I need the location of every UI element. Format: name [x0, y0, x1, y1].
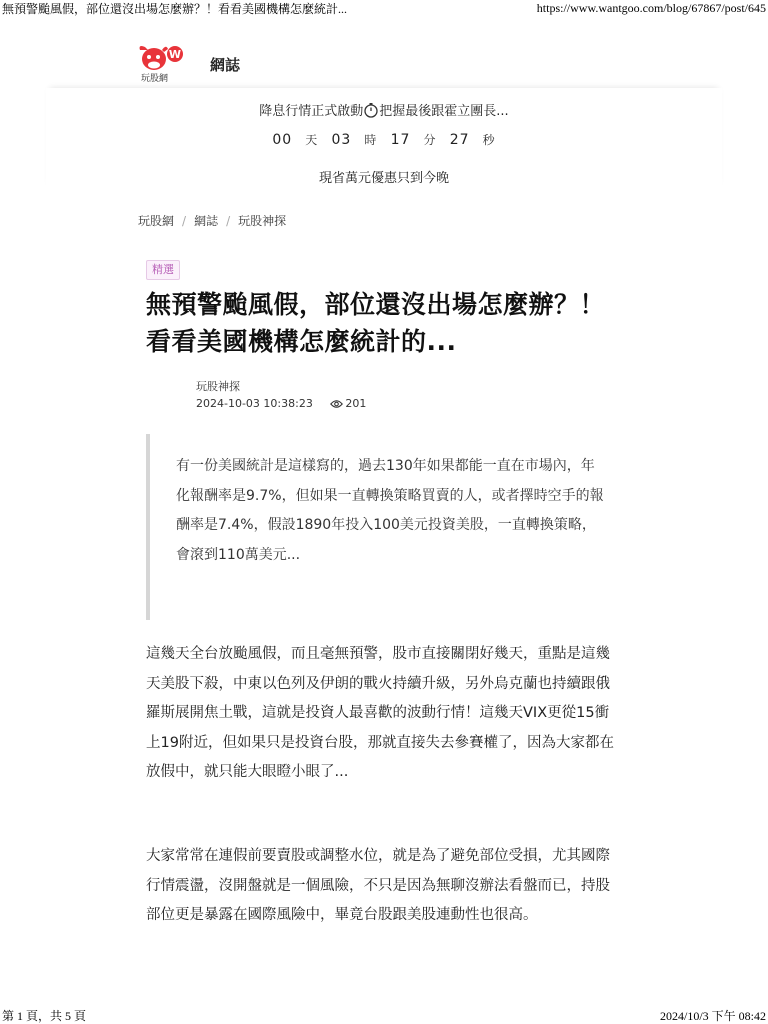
countdown-seconds-unit: 秒	[482, 133, 496, 147]
promo-headline	[46, 100, 722, 122]
countdown-days-unit: 天	[305, 133, 319, 147]
promo-offer: 現省萬元優惠只到今晚	[318, 171, 449, 186]
print-timestamp: 2024/10/3 下午 08:42	[659, 1008, 766, 1023]
article-author[interactable]: 玩股神探	[196, 380, 240, 393]
breadcrumb-item-blog[interactable]: 網誌	[194, 214, 219, 228]
breadcrumb-item-author[interactable]: 玩股神探	[238, 214, 287, 228]
article-summary	[146, 434, 616, 620]
article-meta	[196, 378, 366, 412]
promo-headline-right: 把握最後跟霍立團長...	[379, 104, 509, 119]
article-views: 201	[345, 397, 367, 410]
article-paragraph-1: 這幾天全台放颱風假，而且毫無預警，股市直接關閉好幾天，重點是這幾天美股下殺，中東以色列及伊朗的戰火持續升級，另外烏克蘭也持續跟俄羅斯展開焦土戰，這就是投資人最喜歡的波動行情！這幾天VIX更從15衝上19附近，但如果只是投資台股，那就直接失去參賽權了，因為大家都在放假中，就只能大眼瞪小眼了...	[146, 646, 614, 780]
print-page-counter: 第 1 頁，共 5 頁	[2, 1008, 87, 1023]
promo-banner[interactable]	[46, 88, 722, 192]
wantgoo-logo[interactable]	[136, 44, 188, 84]
countdown-minutes: 17	[390, 132, 411, 148]
breadcrumb	[138, 212, 286, 229]
print-page-title: 無預警颱風假，部位還沒出場怎麼辦？！看看美國機構怎麼統計...	[2, 1, 348, 16]
countdown-minutes-unit: 分	[423, 133, 437, 147]
breadcrumb-separator: /	[182, 214, 187, 228]
logo-text: 玩股網	[141, 74, 169, 84]
article-summary-text: 有一份美國統計是這樣寫的，過去130年如果都能一直在市場內，年化報酬率是9.7%，但如果一直轉換策略買賣的人，或者擇時空手的報酬率是7.4%，假設1890年投入100美元投資美股，一直轉換策略，會滾到110萬美元...	[176, 458, 604, 563]
eye-icon	[330, 399, 343, 412]
print-url: https://www.wantgoo.com/blog/67867/post/645	[536, 0, 766, 15]
countdown-days: 00	[272, 132, 293, 148]
countdown-hours-unit: 時	[364, 133, 378, 147]
bull-logo-icon	[136, 44, 188, 74]
countdown-timer	[46, 131, 722, 148]
article-date: 2024-10-03 10:38:23	[196, 397, 313, 410]
print-footer	[0, 1007, 768, 1023]
breadcrumb-separator: /	[226, 214, 231, 228]
promo-headline-left: 降息行情正式啟動	[259, 104, 364, 119]
article-paragraph-2: 大家常常在連假前要賣股或調整水位，就是為了避免部位受損，尤其國際行情震盪，沒開盤就是一個風險，不只是因為無聊沒辦法看盤而已，持股部位更是暴露在國際風險中，畢竟台股跟美股連動性也很高。	[146, 848, 610, 923]
site-section-title[interactable]: 網誌	[210, 55, 241, 74]
svg-text:W: W	[168, 48, 182, 61]
print-header	[0, 0, 768, 16]
countdown-hours: 03	[331, 132, 352, 148]
breadcrumb-item-home[interactable]: 玩股網	[138, 214, 175, 228]
stopwatch-icon	[363, 102, 379, 122]
article-title: 無預警颱風假，部位還沒出場怎麼辦？！看看美國機構怎麼統計的...	[146, 290, 606, 356]
featured-badge: 精選	[146, 260, 180, 280]
site-header	[136, 44, 240, 84]
countdown-seconds: 27	[449, 132, 470, 148]
